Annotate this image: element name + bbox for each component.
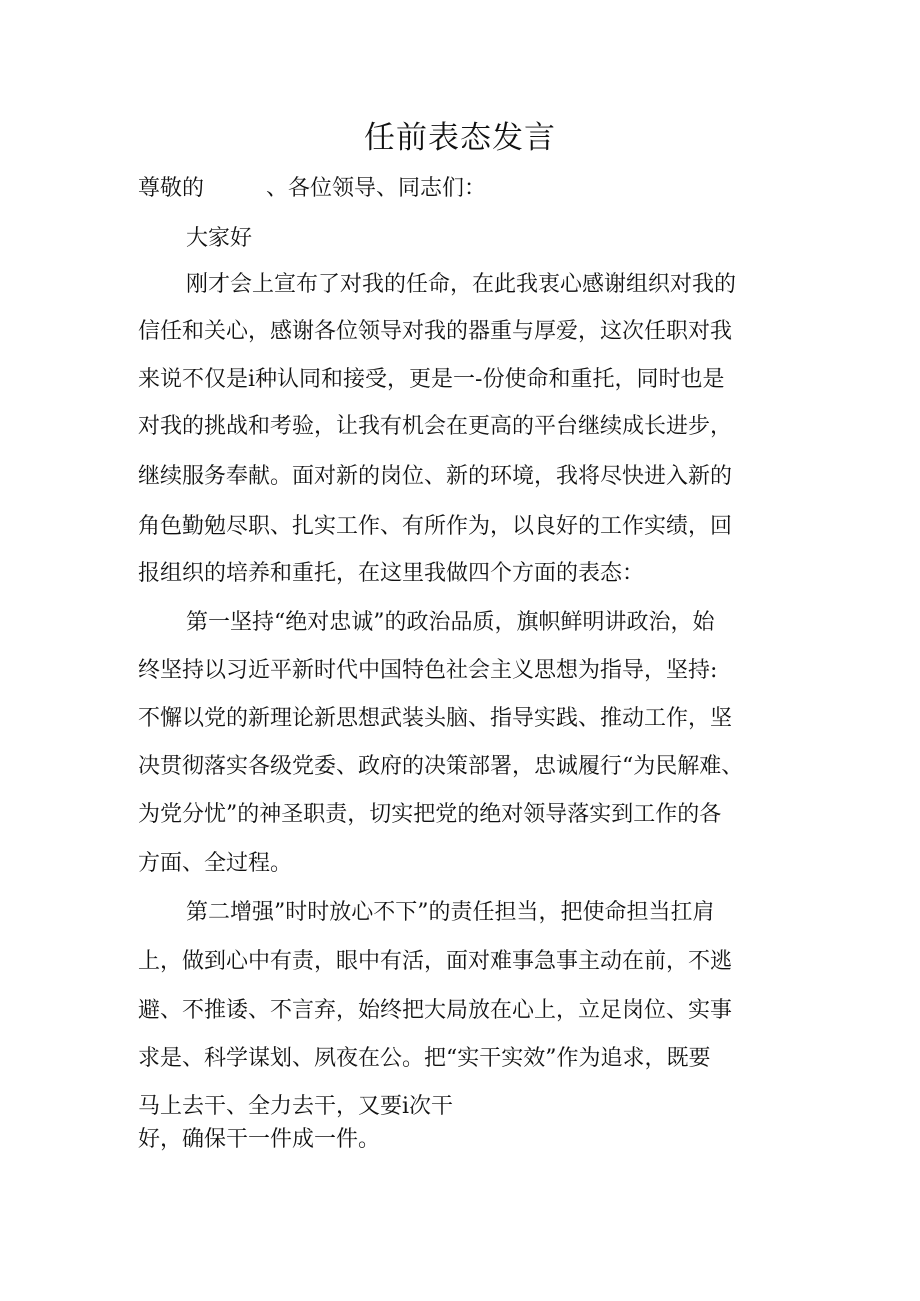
paragraph-1-line-2: 信任和关心，感谢各位领导对我的器重与厚爱，这次任职对我 <box>138 319 733 344</box>
paragraph-1-line-1: 刚才会上宣布了对我的任命，在此我衷心感谢组织对我的 <box>186 272 737 297</box>
paragraph-2-line-4: 决贯彻落实各级党委、政府的决策部署，忠诚履行“为民解难、 <box>138 754 744 779</box>
paragraph-3-line-2: 上，做到心中有责，眼中有活，面对难事急事主动在前，不逃 <box>138 949 733 974</box>
salutation-part1: 尊敬的 <box>138 176 205 201</box>
paragraph-3-line-5: 马上去干、全力去干，又要i次干 <box>138 1094 454 1119</box>
paragraph-2-line-2: 终坚持以习近平新时代中国特色社会主义思想为指导，坚持: <box>138 658 718 683</box>
paragraph-1-line-7: 报组织的培养和重托，在这里我做四个方面的表态： <box>138 561 645 586</box>
salutation-part2: 、各位领导、同志们： <box>266 176 487 201</box>
greeting-line: 大家好 <box>186 226 253 251</box>
paragraph-3-line-4: 求是、科学谋划、夙夜在公。把“实干实效”作为追求，既要 <box>138 1046 711 1071</box>
paragraph-3-line-6: 好，确保干一件成一件。 <box>138 1127 381 1152</box>
paragraph-2-line-3: 不懈以党的新理论新思想武装头脑、指导实践、推动工作，坚 <box>138 706 733 731</box>
paragraph-1-line-5: 继续服务奉献。面对新的岗位、新的环境，我将尽快进入新的 <box>138 464 733 489</box>
paragraph-2-line-1: 第一坚持“绝对忠诚”的政治品质，旗帜鲜明讲政治，始 <box>186 610 715 635</box>
document-title: 任前表态发言 <box>364 120 556 156</box>
paragraph-2-line-6: 方面、全过程。 <box>138 851 293 876</box>
paragraph-1-line-6: 角色勤勉尽职、扎实工作、有所作为，以良好的工作实绩，回 <box>138 514 733 539</box>
salutation-line <box>138 178 486 200</box>
paragraph-3-line-3: 避、不推诿、不言弃，始终把大局放在心上，立足岗位、实事 <box>138 998 733 1023</box>
paragraph-1-line-3: 来说不仅是i种认同和接受，更是一-份使命和重托，同时也是 <box>138 367 725 392</box>
paragraph-2-line-5: 为党分忧”的神圣职责，切实把党的绝对领导落实到工作的各 <box>138 802 722 827</box>
paragraph-1-line-4: 对我的挑战和考验，让我有机会在更高的平台继续成长进步， <box>138 414 733 439</box>
paragraph-3-line-1: 第二增强”时时放心不下”的责任担当，把使命担当扛肩 <box>186 900 715 925</box>
